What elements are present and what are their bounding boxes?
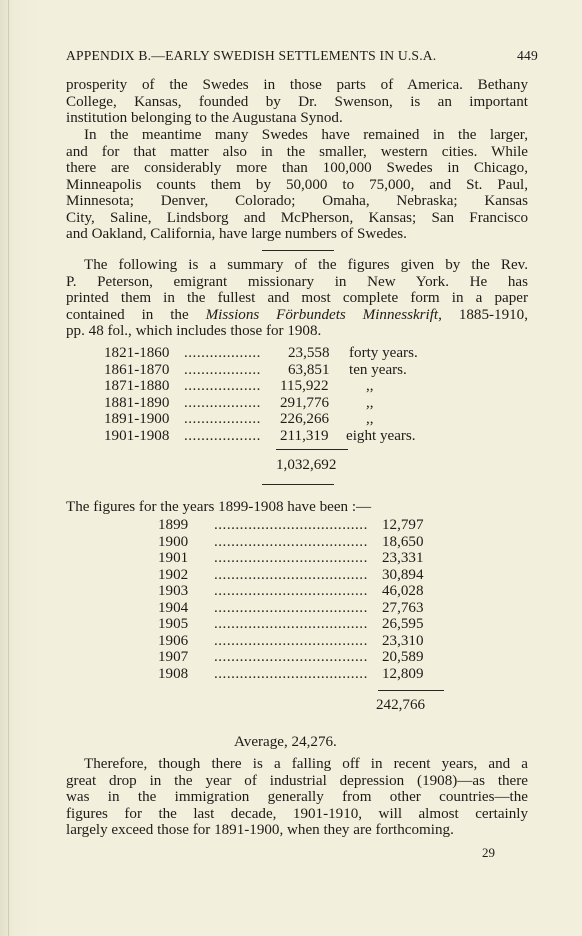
text-line: Therefore, though there is a falling off in recent years, and a [84,756,528,772]
table-row [104,378,524,395]
period-cell: 1871-1880 [104,378,170,394]
leader-dots: .................................... [214,533,368,550]
table-row [158,517,498,534]
value-cell: 27,763 [382,599,424,616]
text-line: and for that matter also in the smaller, western cities. While [66,143,528,160]
text-line: City, Saline, Lindsborg and McPherson, Kansas; San Francisco [66,209,528,226]
value-cell: 23,331 [382,550,424,566]
text-line: The following is a summary of the figures given by the Rev. [84,257,528,273]
table-row [104,362,524,379]
table-row [158,649,498,666]
section-rule [262,484,334,485]
sum-rule [276,449,348,450]
value-cell: 23,558 [288,345,330,361]
paragraph-conclusion [66,756,528,839]
text-line: P. Peterson, emigrant missionary in New York. He has [66,273,528,290]
sum-rule [378,690,444,691]
table-row [158,666,498,683]
value-cell: 291,776 [280,394,330,411]
text-line: great drop in the year of industrial depression (1908)—as there [66,772,528,789]
paragraph-yearly-intro [66,499,528,516]
value-cell: 12,797 [382,517,424,533]
year-cell: 1906 [158,632,189,649]
note-cell: ten years. [349,361,407,378]
leader-dots: .................................... [214,649,368,665]
text-line: printed them in the fullest and most complete form in a paper [66,290,528,306]
section-rule [262,250,334,251]
table-row [158,633,498,650]
text-line: there are considerably more than 100,000 Swedes in Chicago, [66,160,528,176]
table-row [104,428,524,445]
year-cell: 1904 [158,599,189,616]
note-cell: eight years. [346,427,416,444]
text-line: largely exceed those for 1891-1900, when they are forthcoming. [66,822,454,838]
page-number: 449 [517,48,538,63]
value-cell: 115,922 [280,378,329,394]
year-cell: 1908 [158,665,189,682]
text-line: Minnesota; Denver, Colorado; Omaha, Nebraska; Kansas [66,193,528,209]
text-line: and Oakland, California, have large numbers of Swedes. [66,226,407,242]
table-row [104,345,524,362]
table-row [104,395,524,412]
year-cell: 1903 [158,583,189,599]
value-cell: 23,310 [382,632,424,649]
table-row [158,534,498,551]
paragraph-summary [66,257,528,340]
text-line: pp. 48 fol., which includes those for 1908. [66,323,322,339]
year-cell: 1905 [158,616,189,632]
text-line: In the meantime many Swedes have remained in the larger, [84,127,528,143]
leader-dots: .................. [184,411,261,427]
leader-dots: .................. [184,394,261,411]
value-cell: 226,266 [280,411,330,427]
running-head-title: APPENDIX B.—EARLY SWEDISH SETTLEMENTS IN U.S.A. [66,48,437,63]
leader-dots: .................................... [214,517,368,533]
yearly-total: 242,766 [376,697,426,713]
table-row [158,616,498,633]
decade-table [104,345,524,444]
text-line: The figures for the years 1899-1908 have been :— [66,499,372,515]
value-cell: 211,319 [280,427,329,444]
text-line: was in the immigration generally from other countries—the [66,789,528,805]
value-cell: 12,809 [382,665,424,682]
publication-title: Missions Förbundets Minnesskrift, [205,306,442,323]
value-cell: 18,650 [382,533,424,550]
yearly-table [158,517,498,682]
leader-dots: .................................... [214,566,368,583]
table-row [158,567,498,584]
decade-total: 1,032,692 [276,457,337,473]
note-cell: ,, [366,394,374,411]
leader-dots: .................................... [214,632,368,649]
note-cell: ,, [366,411,374,427]
text-line [66,307,528,324]
leader-dots: .................................... [214,616,368,632]
leader-dots: .................................... [214,599,368,616]
leader-dots: .................................... [214,665,368,682]
table-row [158,583,498,600]
year-cell: 1900 [158,533,189,550]
yearly-average: Average, 24,276. [234,734,337,750]
text-line: institution belonging to the Augustana Synod. [66,110,343,126]
period-cell: 1891-1900 [104,411,170,427]
text-segment: 1885-1910, [441,306,528,323]
paragraph-bethany [66,77,528,127]
text-line: Minneapolis counts them by 50,000 to 75,000, and St. Paul, [66,176,528,193]
value-cell: 20,589 [382,649,424,665]
value-cell: 46,028 [382,583,424,599]
period-cell: 1901-1908 [104,427,170,444]
gutter-shadow [8,0,9,936]
period-cell: 1821-1860 [104,345,170,361]
value-cell: 63,851 [288,361,330,378]
text-line: College, Kansas, founded by Dr. Swenson, is an important [66,93,528,110]
text-line: prosperity of the Swedes in those parts of America. Bethany [66,77,528,93]
period-cell: 1861-1870 [104,361,170,378]
leader-dots: .................. [184,378,261,394]
year-cell: 1902 [158,566,189,583]
leader-dots: .................................... [214,583,368,599]
leader-dots: .................. [184,361,261,378]
note-cell: forty years. [349,345,418,361]
table-row [158,600,498,617]
leader-dots: .................................... [214,550,368,566]
leader-dots: .................. [184,427,261,444]
text-segment: contained in the [66,306,206,323]
period-cell: 1881-1890 [104,394,170,411]
year-cell: 1907 [158,649,189,665]
text-line: figures for the last decade, 1901-1910, will almost certainly [66,805,528,822]
leader-dots: .................. [184,345,261,361]
year-cell: 1899 [158,517,189,533]
note-cell: ,, [366,378,374,394]
table-row [104,411,524,428]
running-head [66,48,538,64]
value-cell: 26,595 [382,616,424,632]
paragraph-western-cities [66,127,528,243]
year-cell: 1901 [158,550,189,566]
value-cell: 30,894 [382,566,424,583]
table-row [158,550,498,567]
signature-mark: 29 [482,845,495,860]
